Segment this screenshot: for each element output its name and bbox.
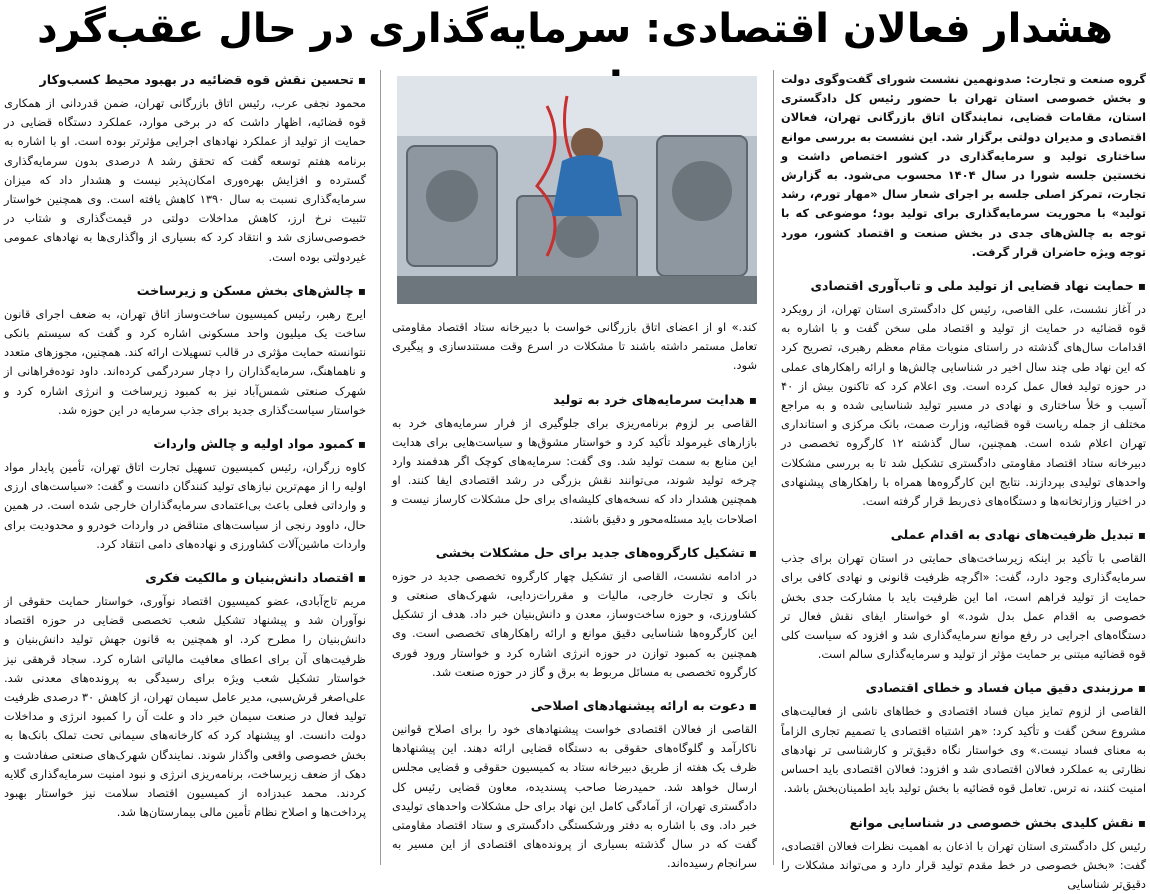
section-body: مریم تاج‌آبادی، عضو کمیسیون اقتصاد نوآوری، خواستار حمایت حقوقی از نوآوران شد و پیشنهاد تشکیل شعب تخصصی قضایی در حوزه اقتصاد دانش‌بنیان را مطرح کرد. او همچنین به قانون جهش تولید دانش‌بنیان و ظرفیت‌های آن برای اعطای معافیت مالیاتی اشاره کرد. سجاد قرهقی نیز خواستار تشکیل شعب ویژه برای رسیدگی به پرونده‌های معدنی شد. علی‌اصغر قرش‌سبی، مدیر عامل سیمان تهران، از کاهش ۳۰ درصدی ظرفیت تولید فعال در صنعت سیمان خبر داد و علت آن را کمبود انرژی و مداخلات دولت دانست. او پیشنهاد کرد که کارخانه‌های سیمانی تحت تملک بانک‌ها به بخش خصوصی واقعی واگذار شوند. نمایندگان شهرک‌های صنعتی صفادشت و دهک از ضعف زیرساخت، برنامه‌ریزی انرژی و نبود امنیت سرمایه‌گذاری گلایه کردند. محمد عبدزاده از کمیسیون اقتصاد سلامت نیز خواستار بهبود پرداخت‌ها و اصلاح نظام تأمین مالی بیمارستان‌ها شد. <box>4 592 366 822</box>
section-body: القاصی بر لزوم برنامه‌ریزی برای جلوگیری از فرار سرمایه‌های خرد به بازارهای غیرمولد تأکید کرد و خواستار مشوق‌ها و سیاست‌هایی برای هدایت این منابع به سمت تولید شد. وی گفت: سرمایه‌های کوچک اگر هدفمند وارد چرخه تولید شوند، می‌توانند نقش بزرگی در رشد اقتصادی ایفا کنند. او همچنین هشدار داد که نسخه‌های کلیشه‌ای برای حل مشکلات کارساز نیست و اصلاحات باید مسئله‌محور و دقیق باشند. <box>392 414 757 529</box>
section-body: القاصی با تأکید بر اینکه زیرساخت‌های حمایتی در استان تهران برای جذب سرمایه‌گذاری وجود دارد، گفت: «اگرچه ظرفیت قانونی و نهادی کافی برای حمایت از تولید فراهم است، اما این ظرفیت باید با مشارکت جدی بخش خصوصی به اقدام عمل بدل شود.» او خواستار ایفای نقش فعال تر دستگاه‌های اجرایی در رفع موانع سرمایه‌گذاری شد و افزود که سیاست کلی قوه قضائیه مبتنی بر حمایت مؤثر از تولید و سرمایه‌گذاری سالم است. <box>781 549 1146 664</box>
factory-worker-photo <box>397 76 757 304</box>
article-section <box>4 70 366 267</box>
section-body: القاصی از لزوم تمایز میان فساد اقتصادی و خطاهای ناشی از فعالیت‌های مشروع سخن گفت و تأکید کرد: «هر اشتباه اقتصادی یا تصمیم تجاری الزاماً به معنای فساد نیست.» وی خواستار نگاه دقیق‌تر و کارشناسی تر نهادهای نظارتی به عملکرد فعالان اقتصادی شد و افزود: فعالان اقتصادی باید احساس امنیت کنند، نه ترس. تعامل قوه قضائیه با بخش تولید باید اطمینان‌بخش باشد. <box>781 702 1146 798</box>
page-headline: هشدار فعالان اقتصادی: سرمایه‌گذاری در حال عقب‌گرد <box>0 0 1150 62</box>
article-section <box>4 434 366 554</box>
lead-paragraph: گروه صنعت و تجارت: صدونهمین نشست شورای گفت‌وگوی دولت و بخش خصوصی استان تهران با حضور رئیس کل دادگستری استان، مقامات قضایی، نمایندگان اتاق بازرگانی تهران، فعالان اقتصادی و مدیران دولتی برگزار شد. این نشست به بررسی موانع ساختاری تولید و سرمایه‌گذاری در کشور اختصاص داشت و نخستین جلسه شورا در سال ۱۴۰۴ محسوب می‌شود. به گزارش تجارت، تمرکز اصلی جلسه بر اجرای شعار سال «مهار تورم، رشد تولید» با محوریت سرمایه‌گذاری برای تولید بود؛ موضوعی که با توجه به چالش‌های جدی در بخش صنعت و اقتصاد کشور، مورد توجه ویژه حاضران قرار گرفت. <box>781 70 1146 262</box>
section-body: رئیس کل دادگستری استان تهران با اذعان به اهمیت نظرات فعالان اقتصادی، گفت: «بخش خصوصی در خط مقدم تولید قرار دارد و می‌تواند مشکلات را دقیق‌تر شناسایی <box>781 837 1146 894</box>
article-section <box>392 696 757 874</box>
section-heading: ▪ کمبود مواد اولیه و چالش واردات <box>4 434 366 454</box>
section-heading: ▪ تشکیل کارگروه‌های جدید برای حل مشکلات بخشی <box>392 543 757 563</box>
section-heading: ▪ نقش کلیدی بخش خصوصی در شناسایی موانع <box>781 813 1146 833</box>
section-body: القاصی از فعالان اقتصادی خواست پیشنهادهای خود را برای اصلاح قوانین ناکارآمد و گلوگاه‌های حقوقی به دستگاه قضایی ارائه دهند. این پیشنهادها ظرف یک هفته از طریق دبیرخانه ستاد به کمیسیون حقوقی و قضایی مجلس ارسال خواهد شد. حمیدرضا صاحب پسندیده، معاون قضایی رئیس کل دادگستری تهران، از آمادگی کامل این نهاد برای حل مشکلات واحدهای تولیدی خبر داد. وی با اشاره به دفتر ورشکستگی دادگستری و ستاد اقتصاد مقاومتی گفت که در سال گذشته بسیاری از پرونده‌های اقتصادی از این مسیر به سرانجام رسیده‌اند. <box>392 720 757 874</box>
article-section <box>392 543 757 682</box>
article-section <box>781 678 1146 798</box>
section-heading: ▪ هدایت سرمایه‌های خرد به تولید <box>392 390 757 410</box>
column-divider <box>380 70 381 865</box>
section-heading: ▪ چالش‌های بخش مسکن و زیرساخت <box>4 281 366 301</box>
section-body: ایرج رهبر، رئیس کمیسیون ساخت‌وساز اتاق تهران، به ضعف اجرای قانون ساخت یک میلیون واحد مسکونی اشاره کرد و گفت که سیستم بانکی نتوانسته حمایت مؤثری در قالب تسهیلات ارائه کند. همچنین، مجوزهای متعدد و ناهماهنگ، سرمایه‌گذاران را دچار سردرگمی کرده‌اند. داود توده‌فراهانی از شهرک صنعتی شمس‌آباد نیز به کمبود زیرساخت و انرژی اشاره کرد و خواستار سیاست‌گذاری جدید برای جذب سرمایه در این حوزه شد. <box>4 305 366 420</box>
article-section <box>4 568 366 822</box>
section-heading: ▪ دعوت به ارائه پیشنهادهای اصلاحی <box>392 696 757 716</box>
photo-illustration <box>397 76 757 304</box>
continuation-paragraph: کند.» او از اعضای اتاق بازرگانی خواست با دبیرخانه ستاد اقتصاد مقاومتی تعامل مستمر داشته باشند تا مشکلات در اسرع وقت مستندسازی و پیگیری شود. <box>392 318 757 376</box>
article-section <box>392 390 757 529</box>
article-section <box>781 276 1146 511</box>
section-heading: ▪ مرزبندی دقیق میان فساد و خطای اقتصادی <box>781 678 1146 698</box>
middle-column <box>392 70 757 868</box>
article-section <box>781 525 1146 664</box>
section-heading: ▪ تبدیل ظرفیت‌های نهادی به اقدام عملی <box>781 525 1146 545</box>
section-body: در ادامه نشست، القاصی از تشکیل چهار کارگروه تخصصی جدید در حوزه بانک و تجارت خارجی، مالیات و مقررات‌زدایی، شهرک‌های صنعتی و کشاورزی، و حوزه ساخت‌وساز، معدن و دانش‌بنیان خبر داد. هدف از تشکیل این کارگروه‌ها شناسایی دقیق موانع و ارائه راهکارهای تخصصی است. وی همچنین به کمبود توازن در حوزه انرژی اشاره کرد و خواستار ورود فوری کارگروه تخصصی به مسائل مربوط به برق و گاز در حوزه صنعت شد. <box>392 567 757 682</box>
section-body: کاوه زرگران، رئیس کمیسیون تسهیل تجارت اتاق تهران، تأمین پایدار مواد اولیه را از مهم‌ترین نیازهای تولید کنندگان دانست و گفت: «سیاست‌های ارزی و وارداتی فعلی باعث بی‌اعتمادی سرمایه‌گذاران خارجی شده است. در همین حال، داوود رنجی از سیاست‌های متناقض در واردات خودرو و محدودیت برای واردات ماشین‌آلات کشاورزی و نهاده‌های دامی انتقاد کرد. <box>4 458 366 554</box>
section-heading: ▪ تحسین نقش قوه قضائیه در بهبود محیط کسب‌وکار <box>4 70 366 90</box>
section-body: محمود نجفی عرب، رئیس اتاق بازرگانی تهران، ضمن قدردانی از همکاری قوه قضائیه، اظهار داشت که در برخی موارد، عملکرد دستگاه قضایی در حمایت از تولید از عملکرد نهادهای اجرایی مؤثرتر بوده است. او با اشاره به برنامه هفتم توسعه گفت که تحقق رشد ۸ درصدی بدون سرمایه‌گذاری گسترده و افزایش بهره‌وری امکان‌پذیر نیست و هشدار داد که میزان سرمایه‌گذاری نسبت به سال ۱۳۹۰ کاهش یافته است. وی همچنین خواستار تثبیت نرخ ارز، کاهش مداخلات دولتی در قیمت‌گذاری و شتاب در خصوصی‌سازی شد و انتقاد کرد که بسیاری از واگذاری‌ها به نهادهای عمومی غیردولتی بوده است. <box>4 94 366 267</box>
article-section <box>781 813 1146 894</box>
section-heading: ▪ حمایت نهاد قضایی از تولید ملی و تاب‌آوری اقتصادی <box>781 276 1146 296</box>
left-column <box>4 70 366 868</box>
column-divider <box>773 70 774 865</box>
section-body: در آغاز نشست، علی القاصی، رئیس کل دادگستری استان تهران، از رویکرد قوه قضائیه در حمایت از تولید و اقتصاد ملی سخن گفت و با اشاره به اقدامات سال‌های گذشته در راستای منویات مقام معظم رهبری، تصریح کرد که این نهاد طی چند سال اخیر در شناسایی چالش‌ها و ارائه راهکارهای عملی در حوزه تولید فعال عمل کرده است. وی اعلام کرد که تاکنون بیش از ۴۰ آسیب و خلأ ساختاری و نهادی در مسیر تولید شناسایی شده و به مراجع مختلف از جمله ریاست قوه قضائیه، وزارت صمت، بانک مرکزی و استانداری تهران اعلام شده است. همچنین، سال گذشته ۱۲ کارگروه تخصصی در دبیرخانه ستاد اقتصاد مقاومتی دادگستری تشکیل شد تا به بررسی مشکلات واحدهای تولیدی بپردازند. نتایج این کارگروه‌ها همراه با راهکارهای پیشنهادی در اختیار وزارتخانه‌ها و دستگاه‌های ذی‌ربط قرار گرفته است. <box>781 300 1146 511</box>
right-column <box>781 70 1146 868</box>
section-heading: ▪ اقتصاد دانش‌بنیان و مالکیت فکری <box>4 568 366 588</box>
article-section <box>4 281 366 420</box>
